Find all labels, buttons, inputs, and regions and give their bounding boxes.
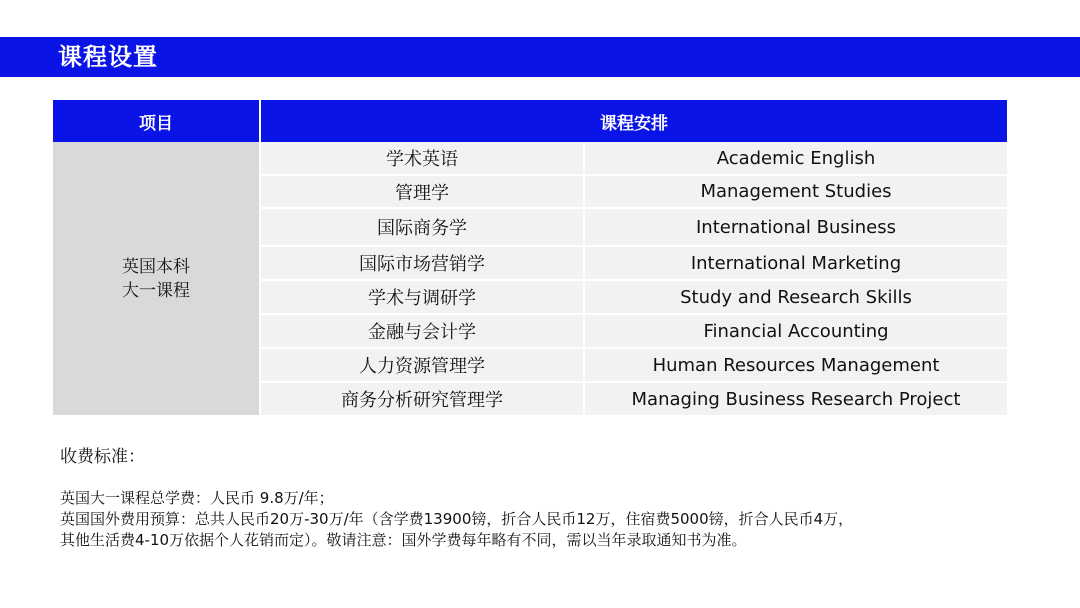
course-en: Study and Research Skills xyxy=(584,280,1007,314)
fees-line: 其他生活费4-10万依据个人花销而定）。敬请注意：国外学费每年略有不同，需以当年录取通知书为准。 xyxy=(60,531,747,549)
category-line-1: 英国本科 xyxy=(122,256,190,277)
course-cn: 商务分析研究管理学 xyxy=(260,382,584,416)
course-cn: 管理学 xyxy=(260,175,584,208)
page-title: 课程设置 xyxy=(58,43,158,71)
fees-line: 英国大一课程总学费：人民币 9.8万/年； xyxy=(60,489,334,507)
column-header-item: 项目 xyxy=(53,100,260,142)
category-cell xyxy=(53,142,260,416)
course-cn: 学术英语 xyxy=(260,142,584,175)
fees-line: 英国国外费用预算：总共人民币20万-30万/年（含学费13900镑，折合人民币12万，住宿费5000镑，折合人民币4万， xyxy=(60,510,854,528)
table-row xyxy=(53,142,1007,175)
fees-title: 收费标准： xyxy=(60,447,145,467)
course-en: Management Studies xyxy=(584,175,1007,208)
course-table xyxy=(53,100,1007,417)
course-cn: 人力资源管理学 xyxy=(260,348,584,382)
course-en: International Marketing xyxy=(584,246,1007,280)
course-en: Academic English xyxy=(584,142,1007,175)
category-line-2: 大一课程 xyxy=(122,280,190,301)
course-en: International Business xyxy=(584,208,1007,246)
column-header-schedule: 课程安排 xyxy=(260,100,1007,142)
course-cn: 学术与调研学 xyxy=(260,280,584,314)
course-en: Human Resources Management xyxy=(584,348,1007,382)
course-cn: 金融与会计学 xyxy=(260,314,584,348)
course-en: Financial Accounting xyxy=(584,314,1007,348)
course-en: Managing Business Research Project xyxy=(584,382,1007,416)
course-cn: 国际市场营销学 xyxy=(260,246,584,280)
fees-details xyxy=(60,488,1050,551)
table-header-row xyxy=(53,100,1007,142)
title-bar xyxy=(0,37,1080,77)
course-cn: 国际商务学 xyxy=(260,208,584,246)
